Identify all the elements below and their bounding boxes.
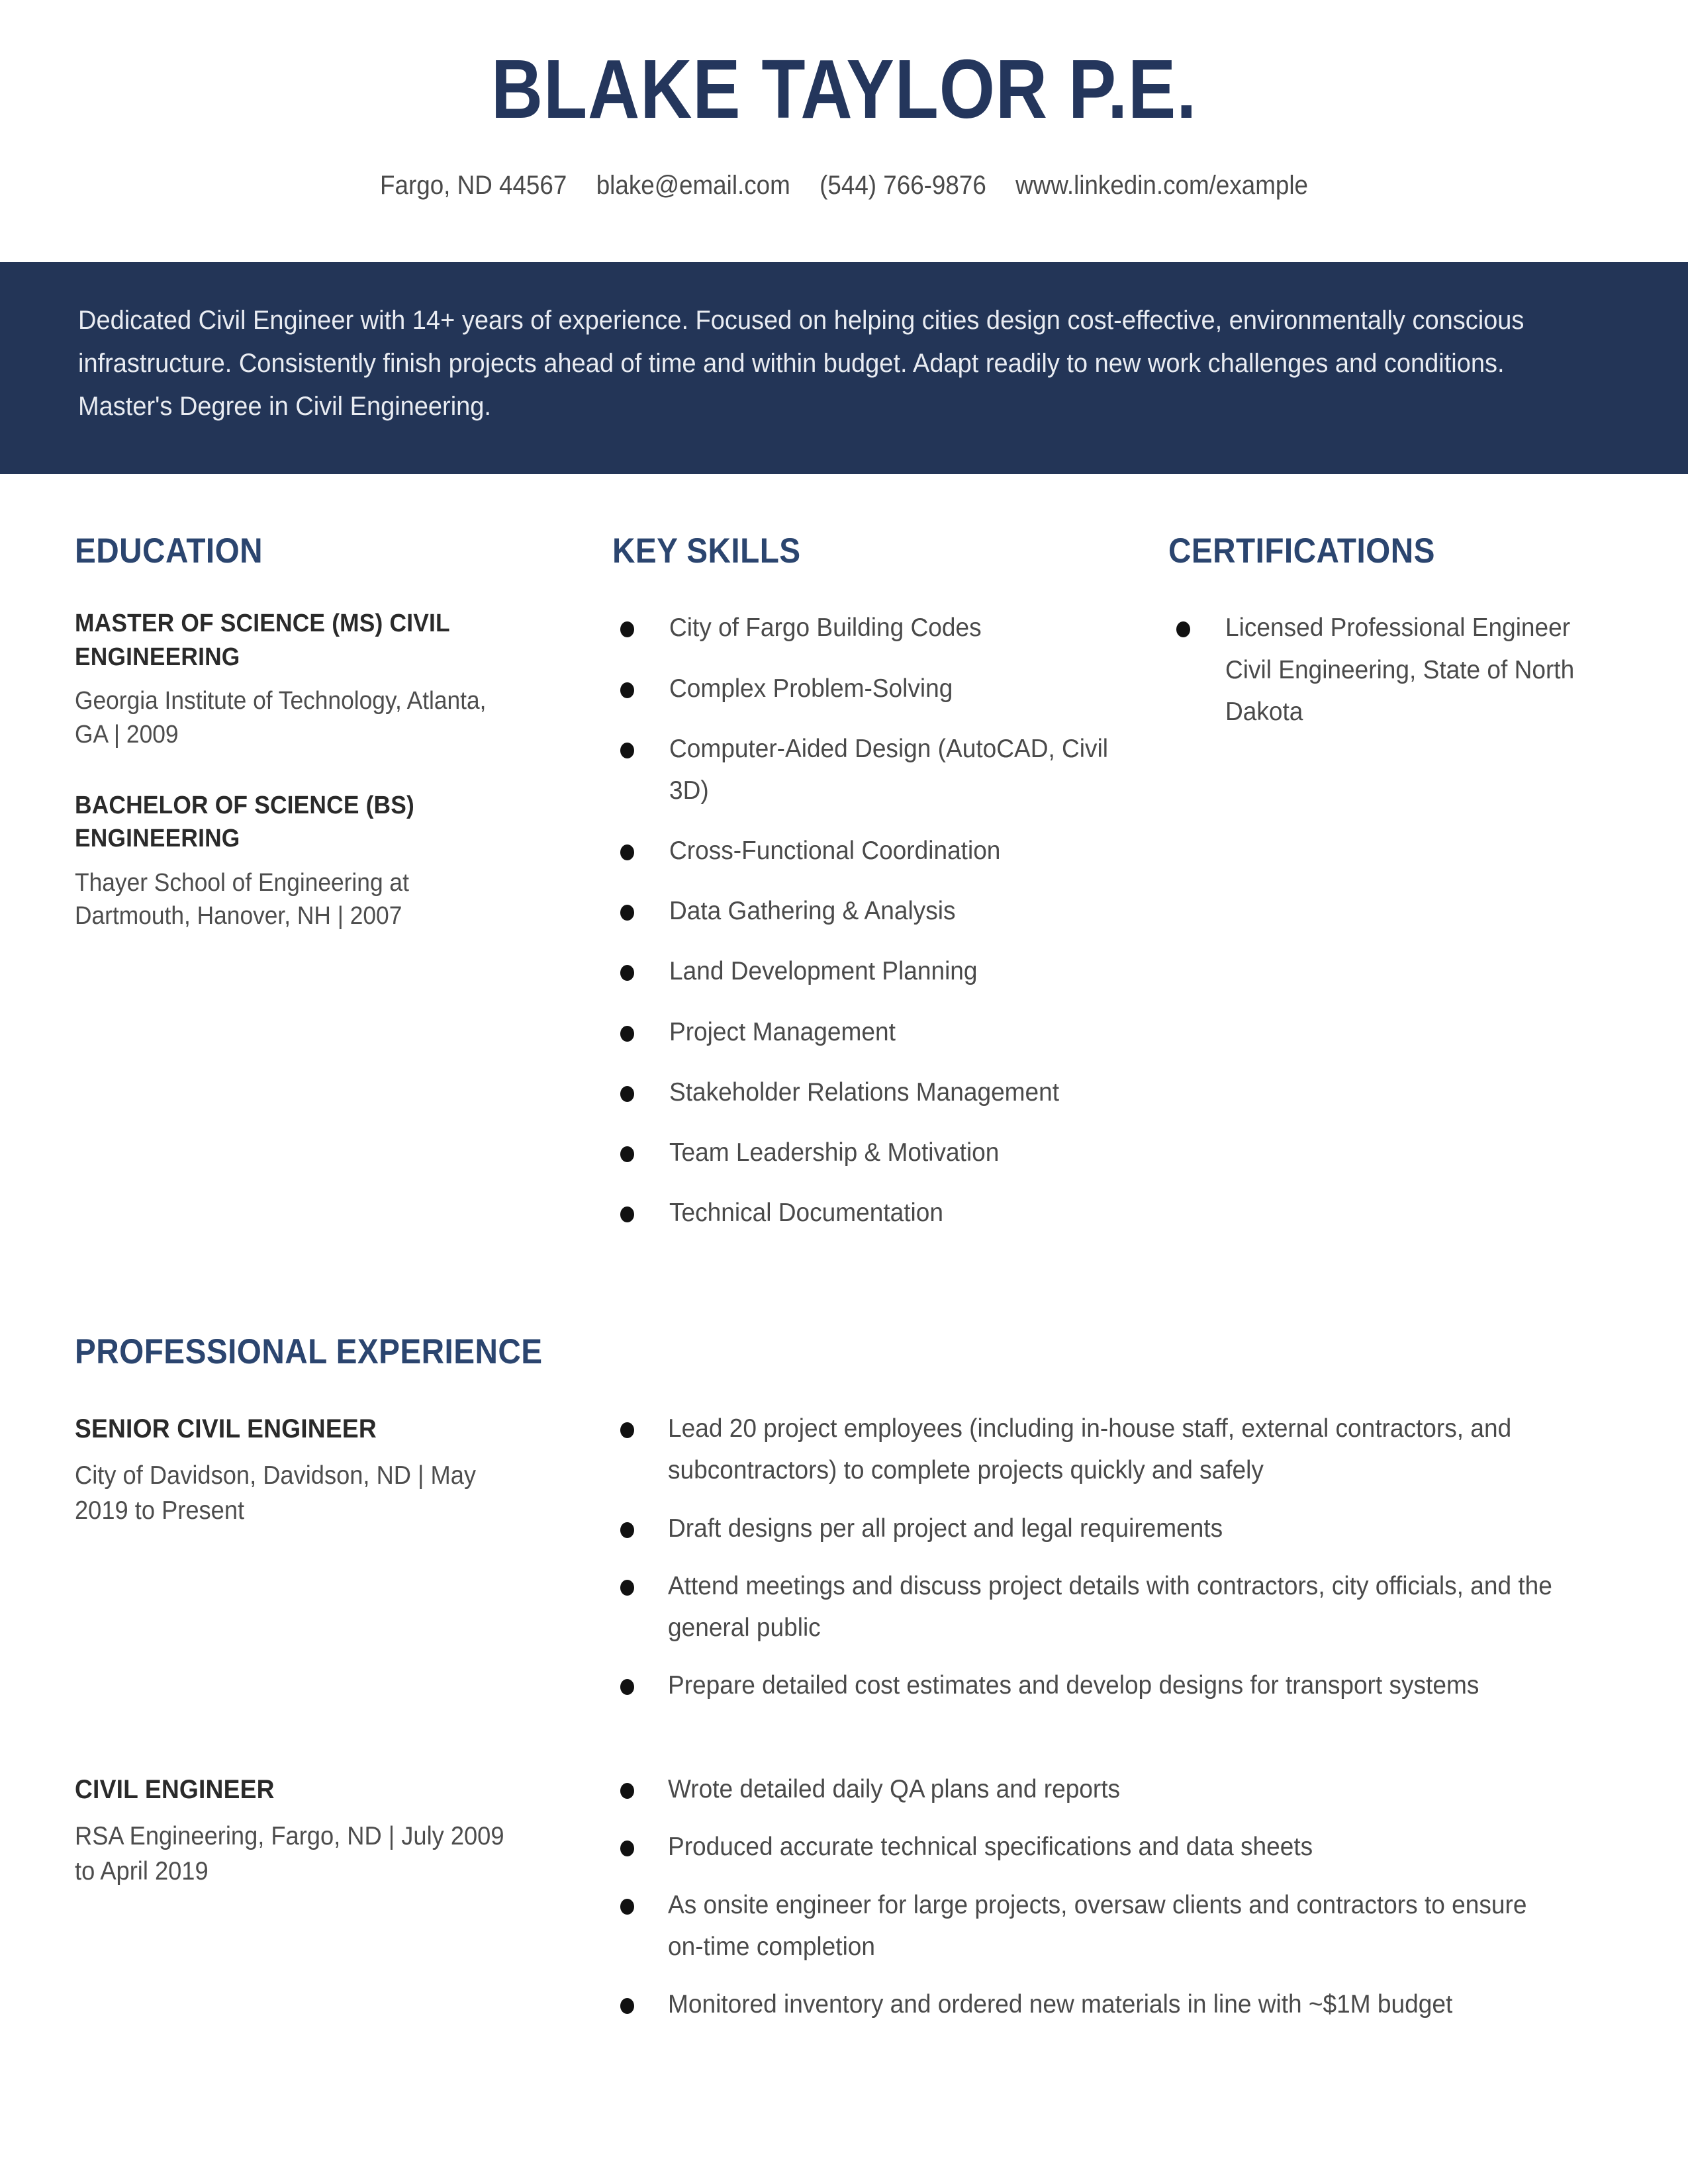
list-item [612, 1071, 1168, 1113]
job-title: CIVIL ENGINEER [75, 1775, 275, 1805]
skill-label: Land Development Planning [669, 957, 978, 986]
experience-entry [75, 1408, 1615, 1722]
education-school: Thayer School of Engineering at Dartmouth, Hanover, NH | 2007 [75, 868, 409, 931]
contact-email[interactable]: blake@email.com [596, 171, 790, 200]
education-entry [75, 789, 612, 933]
contact-line [68, 169, 1620, 201]
resume-header [0, 0, 1688, 201]
experience-entry-right [612, 1768, 1615, 2041]
education-degree: BACHELOR OF SCIENCE (BS) ENGINEERING [75, 791, 414, 853]
bullet-dot-icon [620, 1086, 634, 1102]
contact-linkedin[interactable]: www.linkedin.com/example [1015, 171, 1308, 200]
skill-label: Data Gathering & Analysis [669, 897, 956, 926]
bullet-dot-icon [620, 844, 634, 860]
bullet-dot-icon [620, 743, 634, 758]
skill-label: Complex Problem-Solving [669, 674, 953, 703]
job-bullets-list [612, 1408, 1615, 1706]
list-item [612, 1826, 1615, 1868]
job-meta: City of Davidson, Davidson, ND | May 2019 to Present [75, 1461, 477, 1525]
experience-entry-left [75, 1408, 612, 1722]
bullet-dot-icon [620, 1580, 634, 1596]
education-entry [75, 607, 612, 751]
job-bullet-label: Lead 20 project employees (including in-house staff, external contractors, and subcontractors) to complete projects quickly and safely [668, 1414, 1512, 1485]
bullet-dot-icon [620, 1783, 634, 1799]
list-item [612, 950, 1168, 992]
experience-entry [75, 1768, 1615, 2041]
list-item [612, 1408, 1615, 1491]
skill-label: Stakeholder Relations Management [669, 1077, 1060, 1107]
list-item [612, 1192, 1168, 1234]
skill-label: Computer-Aided Design (AutoCAD, Civil 3D) [669, 734, 1109, 805]
job-bullet-label: As onsite engineer for large projects, oversaw clients and contractors to ensure on-time completion [668, 1890, 1527, 1961]
bullet-dot-icon [620, 1146, 634, 1162]
bullet-dot-icon [620, 1841, 634, 1856]
key-skills-heading: KEY SKILLS [612, 531, 801, 571]
job-bullet-label: Draft designs per all project and legal requirements [668, 1514, 1223, 1543]
list-item [612, 728, 1168, 811]
bullet-dot-icon [620, 682, 634, 698]
job-bullet-label: Produced accurate technical specifications and data sheets [668, 1833, 1313, 1862]
job-bullet-label: Prepare detailed cost estimates and develop designs for transport systems [668, 1671, 1479, 1700]
education-degree: MASTER OF SCIENCE (MS) CIVIL ENGINEERING [75, 610, 450, 671]
list-item [612, 1768, 1615, 1810]
summary-band [0, 262, 1688, 474]
bullet-dot-icon [620, 1422, 634, 1438]
list-item [612, 1132, 1168, 1173]
list-item [612, 1508, 1615, 1549]
list-item [612, 1664, 1615, 1706]
bullet-dot-icon [1176, 621, 1190, 637]
list-item [612, 890, 1168, 932]
education-column [75, 531, 612, 1252]
certifications-heading: CERTIFICATIONS [1168, 531, 1435, 571]
bullet-dot-icon [620, 1206, 634, 1222]
job-bullet-label: Wrote detailed daily QA plans and reports [668, 1775, 1121, 1804]
key-skills-column [612, 531, 1168, 1252]
contact-phone[interactable]: (544) 766-9876 [820, 171, 986, 200]
page-title: BLAKE TAYLOR P.E. [491, 42, 1197, 136]
job-bullet-label: Monitored inventory and ordered new materials in line with ~$1M budget [668, 1990, 1453, 2019]
education-heading: EDUCATION [75, 531, 263, 571]
skill-label: Project Management [669, 1017, 896, 1046]
bullet-dot-icon [620, 1522, 634, 1538]
job-bullet-label: Attend meetings and discuss project details with contractors, city officials, and the general public [668, 1571, 1552, 1642]
experience-entry-left [75, 1768, 612, 2041]
job-bullets-list [612, 1768, 1615, 2025]
bullet-dot-icon [620, 905, 634, 921]
experience-entry-right [612, 1408, 1615, 1722]
professional-experience-heading: PROFESSIONAL EXPERIENCE [75, 1332, 543, 1372]
list-item [612, 668, 1168, 709]
list-item [612, 1565, 1615, 1649]
list-item [612, 830, 1168, 872]
contact-location: Fargo, ND 44567 [380, 171, 567, 200]
job-meta: RSA Engineering, Fargo, ND | July 2009 to April 2019 [75, 1822, 504, 1886]
bullet-dot-icon [620, 1679, 634, 1695]
key-skills-list [612, 607, 1168, 1234]
skill-label: Technical Documentation [669, 1199, 943, 1228]
skill-label: City of Fargo Building Codes [669, 614, 982, 643]
certifications-column [1168, 531, 1615, 1252]
education-school: Georgia Institute of Technology, Atlanta, GA | 2009 [75, 687, 487, 749]
skill-label: Team Leadership & Motivation [669, 1138, 1000, 1167]
list-item [612, 1011, 1168, 1053]
professional-experience-section [0, 1252, 1688, 2041]
list-item [612, 607, 1168, 649]
three-column-section [0, 474, 1688, 1252]
skill-label: Cross-Functional Coordination [669, 837, 1001, 866]
certifications-list [1168, 607, 1615, 733]
certification-label: Licensed Professional Engineer Civil Engineering, State of North Dakota [1225, 614, 1575, 726]
bullet-dot-icon [620, 1998, 634, 2014]
list-item [612, 1884, 1615, 1968]
bullet-dot-icon [620, 621, 634, 637]
job-title: SENIOR CIVIL ENGINEER [75, 1414, 377, 1444]
bullet-dot-icon [620, 1026, 634, 1042]
bullet-dot-icon [620, 965, 634, 981]
bullet-dot-icon [620, 1899, 634, 1915]
summary-text: Dedicated Civil Engineer with 14+ years of experience. Focused on helping cities design cost-effective, environmentally conscious infrastructure. Consistently finish projects ahead of time and within budget. Adapt readily to new work challenges and conditions. Master's Degree in Civil Engineering. [78, 306, 1524, 421]
list-item [1168, 607, 1615, 733]
list-item [612, 1983, 1615, 2025]
